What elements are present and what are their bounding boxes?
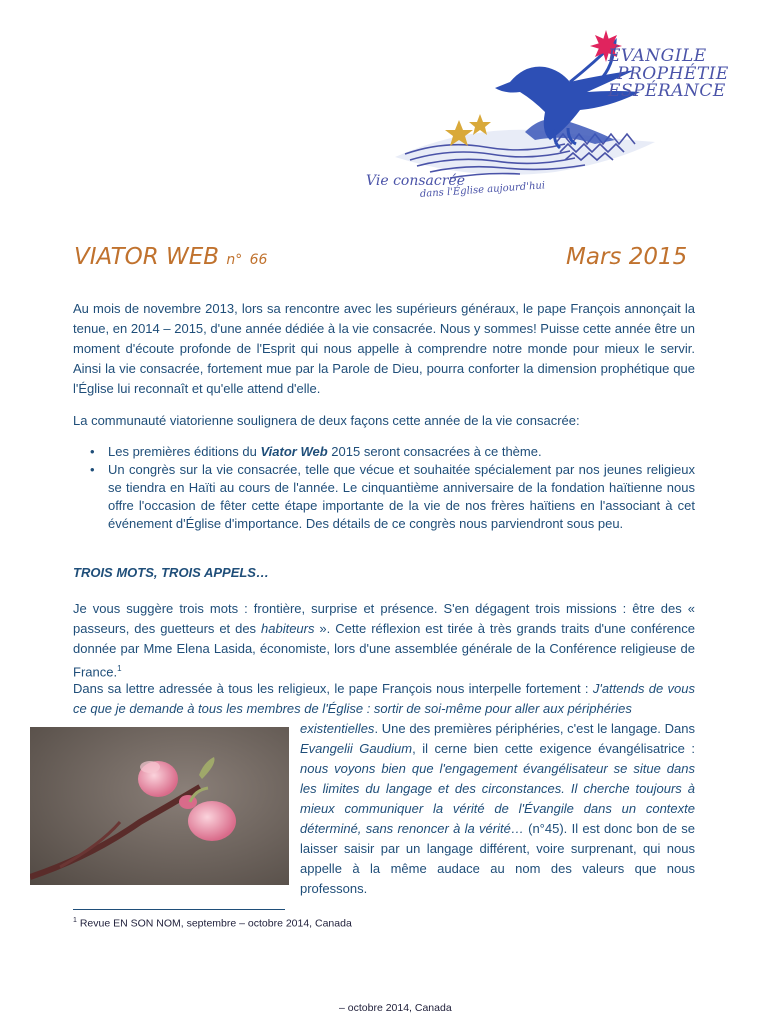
list-item (90, 443, 695, 461)
bullet-1-bold: Viator Web (260, 444, 328, 459)
bullet-1-after: 2015 seront consacrées à ce thème. (327, 444, 542, 459)
footnote-divider (73, 909, 285, 910)
p3-before: Je vous suggère trois mots : frontière, surprise et présence. S'en dégagent trois missions : être des « passeurs, des guetteurs et des (73, 601, 695, 636)
p4b-text-1: . Une des premières périphéries, c'est le langage. Dans (374, 721, 695, 736)
logo-line-esperance: ESPÉRANCE (608, 81, 726, 101)
logo-line-evangile: ÉVANGILE (608, 46, 707, 66)
footnote-ref[interactable]: 1 (117, 664, 122, 673)
section-title: TROIS MOTS, TROIS APPELS… (73, 565, 269, 580)
p4-before: Dans sa lettre adressée à tous les religieux, le pape François nous interpelle fortement : (73, 681, 593, 696)
bottom-text: – octobre 2014, Canada (339, 1002, 452, 1014)
paragraph-peripheries (300, 719, 695, 899)
paragraph-lettre (73, 679, 695, 719)
title-text: VIATOR WEB (74, 244, 220, 270)
issue-number-prefix: n° (226, 252, 243, 268)
p4b-text-3: (n°45). Il est donc bon de se laisser saisir par un langage différent, voire surprenant, qui nous appelle à la même audace au nom des valeurs que nous professons. (300, 821, 695, 896)
logo-subtitle: Vie consacrée (366, 173, 465, 189)
p3-after: ». Cette réflexion est tirée à très grands traits d'une conférence donnée par Mme Elena Lasida, économiste, lors d'une assemblée générale de la Conférence religieuse de France. (73, 621, 695, 680)
p4-italic: J'attends de vous ce que je demande à tous les membres de l'Église : sortir de soi-même pour aller aux périphéries (73, 681, 695, 716)
p4b-text-2: , il cerne bien cette exigence évangélisatrice : (412, 741, 695, 756)
newsletter-title (74, 244, 267, 270)
logo-subtitle-2: dans l'Église aujourd'hui (419, 180, 546, 200)
footnote (73, 917, 352, 930)
p3-italic: habiteurs (261, 621, 315, 636)
community-paragraph: La communauté viatorienne soulignera de deux façons cette année de la vie consacrée: (73, 413, 580, 428)
bullet-list (90, 443, 695, 533)
list-item: • Un congrès sur la vie consacrée, telle que vécue et souhaitée spécialement par nos jeunes religieux se tiendra en Haïti au cours de l'année. Le cinquantième anniversaire de la fondation haïtienne nous offre l'occasion de fêter cette étape importante de la vie de nos frères haïtiens en l'associant à cet événement d'Église d'importance. Des détails de ce congrès nous parviendront sous peu. (90, 461, 695, 533)
logo-line-prophetie: PROPHÉTIE (617, 64, 729, 84)
issue-date: Mars 2015 (566, 244, 688, 270)
blossom-photo (30, 727, 289, 885)
footnote-mark: 1 (73, 917, 77, 924)
p4b-italic-2: Evangelii Gaudium (300, 741, 413, 756)
footnote-text: Revue EN SON NOM, septembre – octobre 2014, Canada (76, 917, 352, 930)
p4b-italic-3: nous voyons bien que l'engagement évangélisateur se situe dans les limites du langage et des circonstances. Il cherche toujours à mieux communiquer la vérité de l'Évangile dans un contexte déterminé, sans renoncer à la vérité… (300, 761, 695, 836)
bullet-1-before: Les premières éditions du (108, 444, 261, 459)
issue-number: 66 (249, 252, 268, 268)
paragraph-trois-mots (73, 599, 695, 682)
p4b-italic-1: existentielles (300, 721, 375, 736)
intro-paragraph: Au mois de novembre 2013, lors sa rencontre avec les supérieurs généraux, le pape François annonçait la tenue, en 2014 – 2015, d'une année dédiée à la vie consacrée. Nous y sommes! Puisse cette année être un moment d'écoute profonde de l'Esprit qui nous appelle à comprendre notre monde pour mieux le servir. Ainsi la vie consacrée, fortement mue par la Parole de Dieu, pourra conforter la dimension prophétique que l'Église lui reconnaît et qu'elle attend d'elle. (73, 301, 695, 396)
